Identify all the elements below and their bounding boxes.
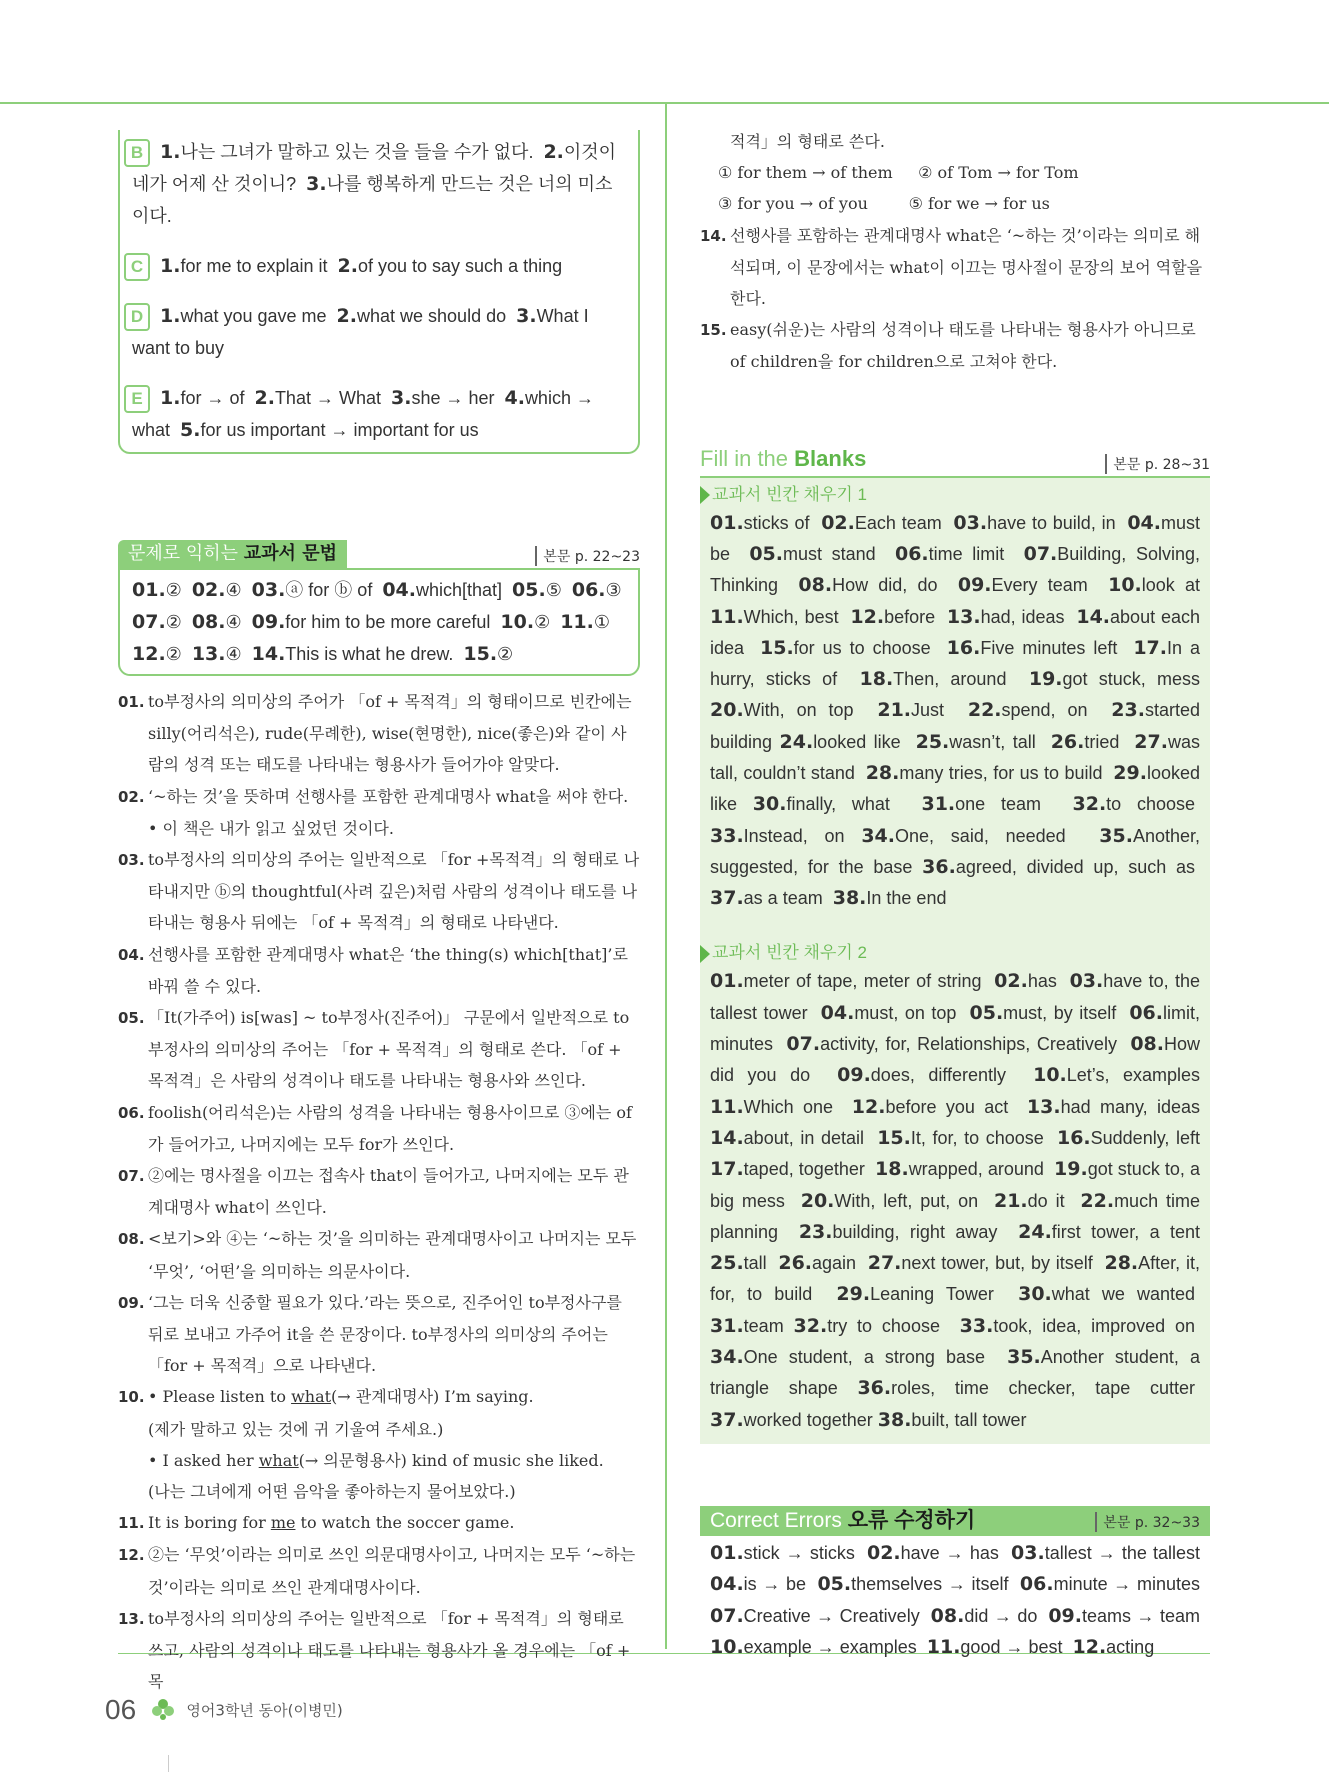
fill-blanks-subhead-1: 교과서 빈칸 채우기 1 (700, 482, 1200, 508)
answer-text: 1.what you gave me 2.what we should do 3.What I want to buy (132, 305, 589, 358)
explanation-number: 03. (118, 851, 145, 870)
correct-errors-header (700, 1506, 1210, 1536)
explanation-subline: (제가 말하고 있는 것에 귀 기울여 주세요.) (148, 1419, 444, 1439)
fill-blanks-header (700, 446, 1210, 478)
fill-blanks-page-ref: 본문 p. 28~31 (1105, 454, 1210, 474)
explanation-text: ②는 ‘무엇’이라는 의미로 쓰인 의문대명사이고, 나머지는 모두 ‘~하는 것’이라는 의미로 쓰인 관계대명사이다. (148, 1545, 636, 1597)
answer-row-d (132, 300, 626, 364)
correct-errors-page-ref: 본문 p. 32~33 (1095, 1512, 1200, 1532)
explanation-item (118, 1002, 640, 1097)
explanation-text: 「It(가주어) is[was] ~ to부정사(진주어)」 구문에서 일반적으로 to부정사의 의미상의 주어는 「for + 목적격」의 형태로 쓴다. 「of + 목적격」은 사람의 성격이나 태도를 나타내는 형용사와 쓰인다. (148, 1008, 630, 1091)
explanation-text: ‘~하는 것’을 뜻하며 선행사를 포함한 관계대명사 what을 써야 한다. (148, 786, 629, 806)
explanation-list (118, 686, 640, 1698)
explanation-item (118, 1381, 640, 1413)
explanation-item (118, 686, 640, 781)
explanation-item (118, 1097, 640, 1160)
explanation-14: 14. 선행사를 포함하는 관계대명사 what은 ‘~하는 것’이라는 의미로 해석되며, 이 문장에서는 what이 이끄는 명사절이 문장의 보어 역할을 한다. (700, 225, 1203, 309)
fill-blanks-title: Fill in the Blanks (700, 445, 867, 471)
explanation-text: • Please listen to what(→ 관계대명사) I’m saying. (148, 1387, 534, 1407)
explanation-number: 09. (118, 1293, 145, 1312)
explanation-text: <보기>와 ④는 ‘~하는 것’을 의미하는 관계대명사이고 나머지는 모두 ‘무엇’, ‘어떤’을 의미하는 의문사이다. (148, 1229, 637, 1281)
section-badge: E (124, 385, 150, 413)
fill-blanks-answers-2: 01.meter of tape, meter of string 02.has 03.have to, the tallest tower 04.must, on top 05.must, by itself 06.limit, minutes 07.activity, for, Relationships, Creatively 08.How did you do 09.does, differently 10.Let’s, examples 11.Which one 12.before you act 13.had many, ideas 14.about, in detail 15.It, for, to choose 16.Suddenly, left 17.taped, together 18.wrapped, around 19.got stuck to, a big mess 20.With, left, put, on 21.do it 22.much time planning 23.building, right away 24.first tower, a tent 25.tall 26.again 27.next tower, but, by itself 28.After, it, for, to build 29.Leaning Tower 30.what we wanted 31.team 32.try to choose 33.took, idea, improved on 34.One student, a strong base 35.Another student, a triangle shape 36.roles, time checker, tape cutter 37.worked together 38.built, tall tower (710, 970, 1201, 1431)
explanation-text: to부정사의 의미상의 주어가 「of + 목적격」의 형태이므로 빈칸에는 silly(어리석은), rude(무례한), wise(현명한), nice(좋은)와 같이 사람의 성격 또는 태도를 나타내는 형용사가 들어가야 알맞다. (148, 692, 632, 775)
explanation-subline: • I asked her what(→ 의문형용사) kind of music she liked. (148, 1450, 604, 1470)
triangle-icon (700, 945, 710, 963)
answer-text: 1.for me to explain it 2.of you to say such a thing (160, 255, 563, 277)
explanation-subline: (나는 그녀에게 어떤 음악을 좋아하는지 물어보았다.) (148, 1482, 516, 1502)
answer-row-b (132, 136, 626, 232)
right-column (700, 126, 1210, 1665)
explanation-text: ‘그는 더욱 신중할 필요가 있다.’라는 뜻으로, 진주어인 to부정사구를 뒤로 보내고 가주어 it을 쓴 문장이다. to부정사의 의미상의 주어는 「for + 목적격」으로 나타낸다. (148, 1292, 622, 1376)
answer-text: 1.나는 그녀가 말하고 있는 것을 들을 수가 없다. 2.이것이 네가 어제 산 것이니? 3.나를 행복하게 만드는 것은 너의 미소이다. (132, 141, 617, 226)
explanation-subline: • 이 책은 내가 읽고 싶었던 것이다. (148, 818, 394, 838)
explanation-number: 02. (118, 787, 145, 806)
left-column (118, 130, 640, 1698)
explanation-number: 06. (118, 1103, 145, 1122)
explanation-item (118, 1507, 640, 1539)
explanation-item (118, 1160, 640, 1223)
section-badge: B (124, 139, 150, 167)
answer-row-e (132, 382, 626, 446)
explanation-continued (700, 126, 1210, 378)
grammar-page-ref: 본문 p. 22~23 (535, 546, 640, 566)
explanation-item (118, 1287, 640, 1382)
explanation-text: It is boring for me to watch the soccer game. (148, 1513, 515, 1533)
page-edge (168, 1755, 169, 1772)
answer-box (118, 130, 640, 454)
explanation-number: 12. (118, 1546, 145, 1565)
answer-text: 1.for → of 2.That → What 3.she → her 4.which → what 5.for us important → important for us (132, 387, 594, 441)
explanation-number: 10. (118, 1388, 145, 1407)
explanation-text: foolish(어리석은)는 사람의 성격을 나타내는 형용사이므로 ③에는 of가 들어가고, 나머지에는 모두 for가 쓰인다. (148, 1102, 632, 1154)
explanation-text: 선행사를 포함한 관계대명사 what은 ‘the thing(s) which[that]’로 바꿔 쓸 수 있다. (148, 944, 628, 996)
section-badge: D (124, 303, 150, 331)
clover-icon (151, 1698, 175, 1722)
column-divider (665, 104, 667, 1649)
explanation-item (118, 939, 640, 1002)
explanation-number: 07. (118, 1167, 145, 1186)
book-title: 영어3학년 동아(이병민) (186, 1701, 343, 1720)
grammar-answers: 01.② 02.④ 03.ⓐ for ⓑ of 04.which[that] 05.⑤ 06.③ 07.② 08.④ 09.for him to be more careful 10.② 11.① 12.② 13.④ 14.This is what he drew. 15.② (118, 568, 640, 676)
explanation-item (118, 844, 640, 939)
answer-row-c (132, 250, 626, 282)
explanation-number: 11. (118, 1514, 145, 1533)
choices-row-1: ① for them → of them ② of Tom → for Tom (718, 163, 1079, 183)
correct-errors-title: Correct Errors 오류 수정하기 (710, 1508, 976, 1532)
explanation-number: 13. (118, 1609, 145, 1628)
choices-row-2: ③ for you → of you ⑤ for we → for us (718, 194, 1050, 214)
page-footer (105, 1694, 343, 1726)
explanation-text: ②에는 명사절을 이끄는 접속사 that이 들어가고, 나머지에는 모두 관계대명사 what이 쓰인다. (148, 1166, 629, 1218)
page-number: 06 (105, 1694, 137, 1725)
explanation-number: 01. (118, 693, 145, 711)
grammar-title: 문제로 익히는 교과서 문법 (118, 540, 347, 568)
section-badge: C (124, 253, 150, 281)
fill-blanks-answers-1: 01.sticks of 02.Each team 03.have to build, in 04.must be 05.must stand 06.time limit 07.Building, Solving, Thinking 08.How did, do 09.Every team 10.look at 11.Which, best 12.before 13.had, ideas 14.about each idea 15.for us to choose 16.Five minutes left 17.In a hurry, sticks of 18.Then, around 19.got stuck, mess 20.With, on top 21.Just 22.spend, on 23.started building 24.looked like 25.wasn’t, tall 26.tried 27.was tall, couldn’t stand 28.many tries, for us to build 29.looked like 30.finally, what 31.one team 32.to choose 33.Instead, on 34.One, said, needed 35.Another, suggested, for the base 36.agreed, divided up, such as 37.as a team 38.In the end (710, 511, 1201, 910)
explanation-item (118, 1603, 640, 1698)
explanation-item (118, 1223, 640, 1286)
explanation-15: 15. easy(쉬운)는 사람의 성격이나 태도를 나타내는 형용사가 아니므로 of children을 for children으로 고쳐야 한다. (700, 320, 1196, 372)
fill-blanks-subhead-2: 교과서 빈칸 채우기 2 (700, 940, 1200, 966)
explanation-13-continued: 적격」의 형태로 쓴다. (730, 132, 885, 151)
correct-errors-answers: 01.stick → sticks 02.have → has 03.tallest → the tallest 04.is → be 05.themselves → itself 06.minute → minutes 07.Creative → Creatively 08.did → do 09.teams → team 10.example → examples 11.good → best 12.acting (710, 1541, 1201, 1658)
explanation-item (118, 1539, 640, 1602)
explanation-number: 08. (118, 1230, 145, 1249)
explanation-text: to부정사의 의미상의 주어는 일반적으로 「for + 목적격」의 형태로 쓰고, 사람의 성격이나 태도를 나타내는 형용사가 올 경우에는 「of + 목 (148, 1608, 631, 1692)
grammar-header (118, 540, 640, 568)
explanation-number: 04. (118, 945, 145, 964)
explanation-number: 05. (118, 1009, 145, 1028)
triangle-icon (700, 486, 710, 504)
fill-blanks-box (700, 478, 1210, 1444)
explanation-text: to부정사의 의미상의 주어는 일반적으로 「for +목적격」의 형태로 나타내지만 ⓑ의 thoughtful(사려 깊은)처럼 사람의 성격이나 태도를 나타내는 형용사 뒤에는 「of + 목적격」의 형태로 나타낸다. (148, 850, 640, 933)
explanation-item (118, 781, 640, 813)
